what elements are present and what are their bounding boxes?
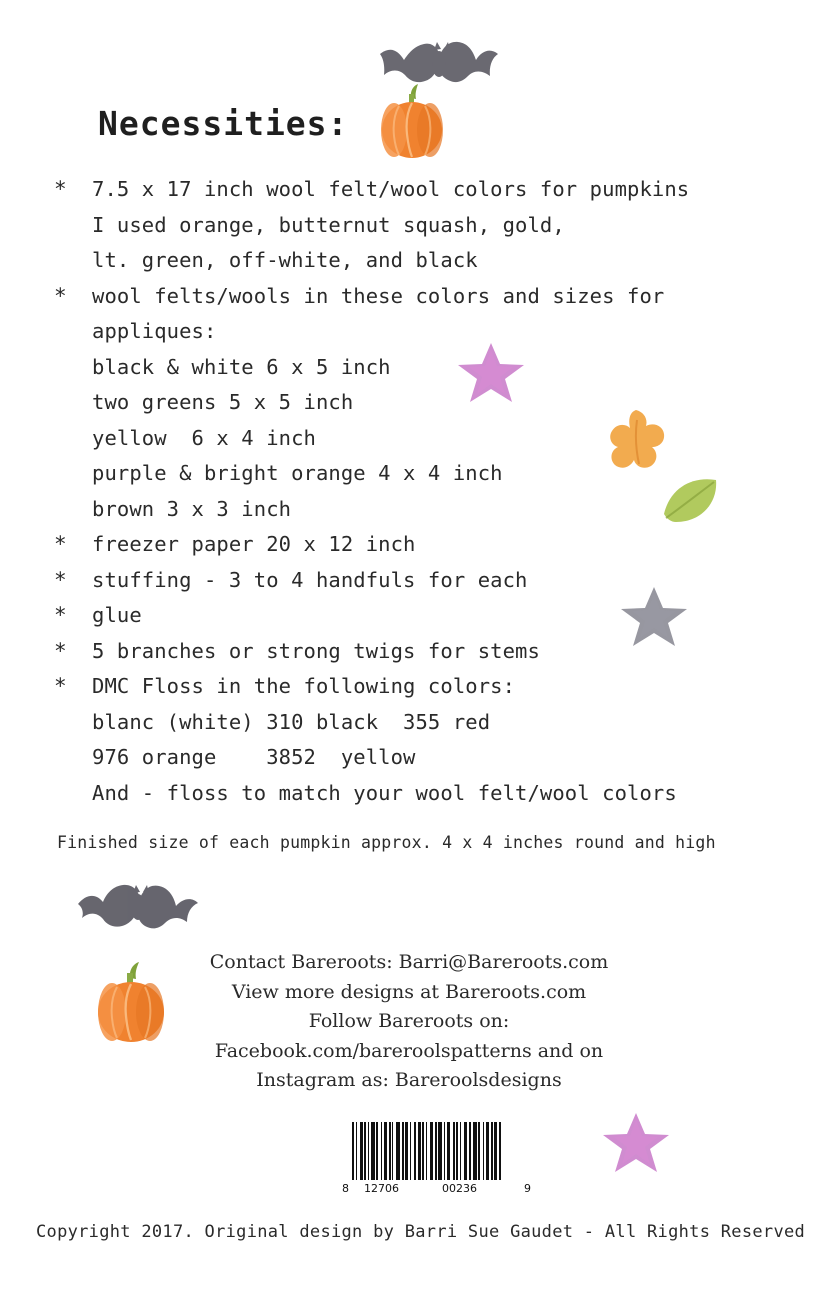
contact-line: Instagram as: Bareroolsdesigns (256, 1069, 562, 1091)
list-line: glue (92, 603, 142, 627)
star-icon (600, 1110, 672, 1180)
contact-line: Contact Bareroots: Barri@Bareroots.com (209, 951, 609, 973)
list-bullet: * (54, 283, 67, 308)
necessities-list (48, 172, 778, 811)
list-bullet: * (54, 674, 67, 698)
barcode-right-digit: 9 (524, 1182, 531, 1195)
list-line: freezer paper 20 x 12 inch (92, 532, 416, 556)
list-line: brown 3 x 3 inch (92, 496, 292, 521)
barcode-numbers (342, 1182, 542, 1198)
copyright-text: Copyright 2017. Original design by Barri Sue Gaudet - All Rights Reserved (36, 1222, 806, 1242)
barcode-group-1: 12706 (364, 1182, 399, 1195)
list-line: yellow 6 x 4 inch (92, 425, 316, 450)
list-line: stuffing - 3 to 4 handfuls for each (92, 567, 528, 592)
list-item (48, 598, 778, 634)
list-line: I used orange, butternut squash, gold, (92, 212, 565, 237)
list-line: 7.5 x 17 inch wool felt/wool colors for pumpkins (92, 177, 690, 201)
list-item (48, 527, 778, 563)
barcode-left-digit: 8 (342, 1182, 349, 1195)
list-line: And - floss to match your wool felt/wool colors (92, 780, 677, 805)
list-line: DMC Floss in the following colors: (92, 674, 516, 698)
list-line: lt. green, off-white, and black (92, 248, 478, 272)
list-bullet: * (54, 567, 67, 592)
pumpkin-icon (366, 82, 458, 166)
list-bullet: * (54, 532, 67, 556)
contact-line: Follow Bareroots on: (308, 1010, 510, 1032)
list-line: two greens 5 x 5 inch (92, 390, 354, 414)
list-line: blanc (white) 310 black 355 red (92, 709, 491, 734)
contact-line: View more designs at Bareroots.com (231, 980, 587, 1003)
list-bullet: * (54, 177, 67, 201)
barcode-group-2: 00236 (442, 1182, 477, 1195)
page-title: Necessities: (98, 104, 349, 143)
bat-icon (372, 36, 502, 110)
barcode (342, 1122, 532, 1198)
list-line: wool felts/wools in these colors and sizes for (92, 283, 665, 308)
contact-line: Facebook.com/bareroolspatterns and on (214, 1039, 604, 1062)
finished-size-note: Finished size of each pumpkin approx. 4 x 4 inches round and high (57, 833, 716, 852)
list-line: appliques: (92, 319, 217, 343)
bat-icon (72, 880, 202, 954)
list-line: 5 branches or strong twigs for stems (92, 638, 540, 663)
list-item (48, 634, 778, 670)
list-item (48, 669, 778, 811)
list-item (48, 563, 778, 599)
barcode-bars (352, 1122, 532, 1180)
contact-block (0, 948, 818, 1096)
list-line: black & white 6 x 5 inch (92, 354, 391, 379)
list-line: purple & bright orange 4 x 4 inch (92, 461, 503, 485)
list-bullet: * (54, 603, 67, 627)
list-item (48, 279, 778, 528)
list-item (48, 172, 778, 279)
list-bullet: * (54, 638, 67, 663)
list-line: 976 orange 3852 yellow (92, 745, 416, 769)
